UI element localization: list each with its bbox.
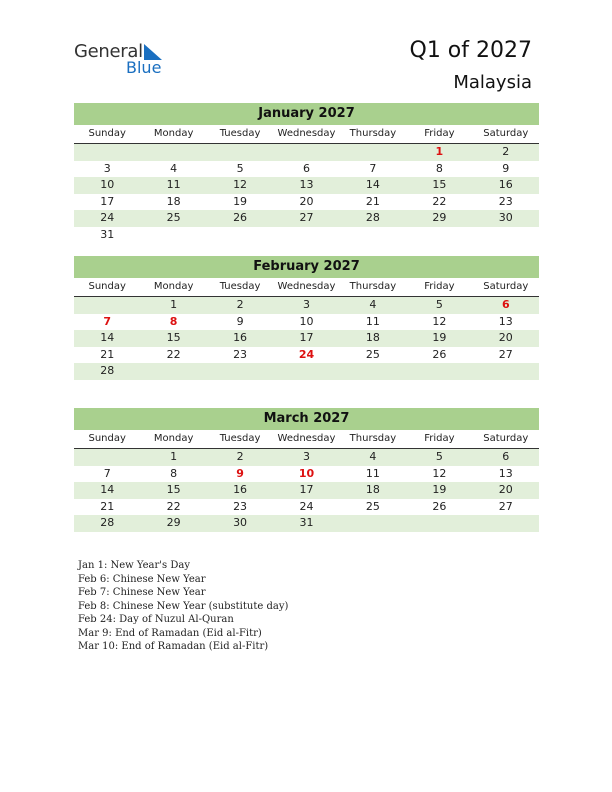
week-row xyxy=(74,144,539,161)
day-cell: 26 xyxy=(233,211,248,224)
weekday-label: Monday xyxy=(153,433,194,444)
day-cell: 14 xyxy=(100,331,115,344)
day-cell: 20 xyxy=(498,483,513,496)
day-cell: 4 xyxy=(369,450,377,463)
day-cell: 21 xyxy=(100,347,115,361)
weekday-label: Saturday xyxy=(483,433,529,444)
day-cell: 3 xyxy=(302,450,310,463)
holiday-note: Mar 10: End of Ramadan (Eid al-Fitr) xyxy=(78,641,269,652)
holiday-day-cell: 6 xyxy=(501,298,510,311)
weekday-label: Tuesday xyxy=(219,433,261,444)
day-cell: 2 xyxy=(236,450,244,463)
week-row xyxy=(74,466,539,483)
day-cell: 19 xyxy=(233,194,248,208)
day-cell: 28 xyxy=(100,516,115,529)
holiday-day-cell: 24 xyxy=(298,347,315,361)
day-cell: 22 xyxy=(166,347,181,361)
day-cell: 23 xyxy=(233,499,248,513)
day-cell: 13 xyxy=(498,314,513,328)
weekday-header-row xyxy=(74,125,539,144)
day-cell: 23 xyxy=(233,347,248,361)
weekday-label: Sunday xyxy=(88,433,126,444)
logo-general-text: General xyxy=(74,41,143,62)
page-title: Q1 of 2027 xyxy=(409,38,532,63)
day-cell xyxy=(340,515,406,532)
day-cell: 6 xyxy=(502,450,510,463)
weekday-label: Sunday xyxy=(88,281,126,292)
weekday-label: Friday xyxy=(424,128,455,139)
weekday-label: Saturday xyxy=(483,128,529,139)
week-row xyxy=(74,227,539,244)
day-cell: 14 xyxy=(365,178,380,191)
weekday-label: Wednesday xyxy=(277,281,336,292)
day-cell: 29 xyxy=(432,211,447,224)
day-cell: 13 xyxy=(498,466,513,480)
day-cell: 27 xyxy=(498,347,513,361)
day-cell xyxy=(406,363,472,380)
week-row xyxy=(74,499,539,516)
day-cell xyxy=(473,363,539,380)
day-cell xyxy=(406,227,472,244)
day-cell: 9 xyxy=(502,161,510,175)
weekday-header-row xyxy=(74,430,539,449)
logo-blue-text: Blue xyxy=(126,58,162,77)
holiday-day-cell: 10 xyxy=(298,466,315,480)
day-cell xyxy=(207,363,273,380)
day-cell: 25 xyxy=(166,211,181,224)
day-cell: 3 xyxy=(103,161,111,175)
day-cell: 28 xyxy=(365,211,380,224)
day-cell: 18 xyxy=(166,194,181,208)
day-cell: 4 xyxy=(170,161,178,175)
week-row xyxy=(74,347,539,364)
weekday-label: Thursday xyxy=(349,281,397,292)
holiday-notes xyxy=(78,559,288,654)
week-row xyxy=(74,515,539,532)
day-cell: 19 xyxy=(432,483,447,496)
day-cell: 11 xyxy=(166,178,181,191)
day-cell xyxy=(273,227,339,244)
country-subtitle: Malaysia xyxy=(453,72,532,93)
week-row xyxy=(74,297,539,314)
day-cell: 21 xyxy=(100,499,115,513)
day-cell: 2 xyxy=(236,298,244,311)
holiday-note: Jan 1: New Year's Day xyxy=(78,560,190,571)
day-cell: 12 xyxy=(432,466,447,480)
calendar-february xyxy=(74,256,539,380)
day-cell xyxy=(140,144,206,161)
day-cell: 30 xyxy=(498,211,513,224)
day-cell xyxy=(273,144,339,161)
day-cell xyxy=(406,515,472,532)
day-cell: 20 xyxy=(498,331,513,344)
day-cell xyxy=(74,144,140,161)
day-cell: 16 xyxy=(233,483,248,496)
day-cell: 5 xyxy=(435,450,443,463)
day-cell: 8 xyxy=(435,161,443,175)
day-cell xyxy=(74,449,140,466)
weekday-label: Saturday xyxy=(483,281,529,292)
day-cell: 5 xyxy=(236,161,244,175)
day-cell: 25 xyxy=(365,499,380,513)
day-cell: 1 xyxy=(170,298,178,311)
day-cell: 8 xyxy=(170,466,178,480)
day-cell: 26 xyxy=(432,347,447,361)
holiday-note: Feb 8: Chinese New Year (substitute day) xyxy=(78,600,289,612)
day-cell: 10 xyxy=(100,178,115,191)
day-cell: 21 xyxy=(365,194,380,208)
weekday-label: Wednesday xyxy=(277,433,336,444)
weekday-label: Friday xyxy=(424,433,455,444)
day-cell: 16 xyxy=(233,331,248,344)
holiday-note: Feb 7: Chinese New Year xyxy=(78,587,206,598)
logo xyxy=(74,40,174,80)
week-row xyxy=(74,482,539,499)
holiday-note: Mar 9: End of Ramadan (Eid al-Fitr) xyxy=(78,627,262,639)
day-cell: 5 xyxy=(435,298,443,311)
week-row xyxy=(74,177,539,194)
day-cell xyxy=(340,363,406,380)
day-cell: 10 xyxy=(299,314,314,328)
week-row xyxy=(74,449,539,466)
day-cell: 15 xyxy=(166,331,181,344)
day-cell: 27 xyxy=(299,211,314,224)
holiday-day-cell: 1 xyxy=(435,145,444,158)
day-cell: 3 xyxy=(302,298,310,311)
day-cell: 17 xyxy=(299,331,314,344)
weekday-label: Monday xyxy=(153,128,194,139)
day-cell: 30 xyxy=(233,516,248,529)
day-cell: 22 xyxy=(432,194,447,208)
day-cell xyxy=(207,144,273,161)
day-cell: 20 xyxy=(299,194,314,208)
holiday-note: Feb 24: Day of Nuzul Al-Quran xyxy=(78,614,234,625)
calendar-march xyxy=(74,408,539,532)
day-cell: 1 xyxy=(170,450,178,463)
day-cell: 17 xyxy=(100,194,115,208)
month-title: January 2027 xyxy=(74,103,539,125)
day-cell xyxy=(473,515,539,532)
day-cell: 12 xyxy=(432,314,447,328)
day-cell: 24 xyxy=(299,499,314,513)
weekday-label: Sunday xyxy=(88,128,126,139)
weekday-label: Tuesday xyxy=(219,281,261,292)
day-cell: 9 xyxy=(236,314,244,328)
day-cell: 29 xyxy=(166,516,181,529)
day-cell: 19 xyxy=(432,331,447,344)
day-cell: 16 xyxy=(498,178,513,191)
week-row xyxy=(74,363,539,380)
weekday-label: Tuesday xyxy=(219,128,261,139)
holiday-day-cell: 8 xyxy=(169,314,178,328)
week-row xyxy=(74,161,539,178)
day-cell xyxy=(340,144,406,161)
day-cell: 4 xyxy=(369,298,377,311)
day-cell: 7 xyxy=(103,466,111,480)
day-cell xyxy=(473,227,539,244)
week-row xyxy=(74,314,539,331)
weekday-header-row xyxy=(74,278,539,297)
week-row xyxy=(74,194,539,211)
month-title: March 2027 xyxy=(74,408,539,430)
day-cell xyxy=(340,227,406,244)
day-cell: 31 xyxy=(100,227,115,241)
day-cell: 22 xyxy=(166,499,181,513)
day-cell: 11 xyxy=(365,314,380,328)
day-cell: 28 xyxy=(100,364,115,377)
day-cell: 13 xyxy=(299,178,314,191)
week-row xyxy=(74,210,539,227)
day-cell: 24 xyxy=(100,211,115,224)
day-cell: 2 xyxy=(502,145,510,158)
day-cell: 15 xyxy=(166,483,181,496)
day-cell: 27 xyxy=(498,499,513,513)
day-cell: 23 xyxy=(498,194,513,208)
day-cell: 12 xyxy=(233,178,248,191)
weekday-label: Friday xyxy=(424,281,455,292)
week-row xyxy=(74,330,539,347)
day-cell xyxy=(207,227,273,244)
day-cell: 31 xyxy=(299,516,314,529)
holiday-note: Feb 6: Chinese New Year xyxy=(78,573,206,585)
weekday-label: Thursday xyxy=(349,433,397,444)
holiday-day-cell: 9 xyxy=(236,466,244,480)
day-cell xyxy=(140,363,206,380)
day-cell: 17 xyxy=(299,483,314,496)
day-cell: 11 xyxy=(365,466,380,480)
day-cell: 18 xyxy=(365,483,380,496)
day-cell xyxy=(140,227,206,244)
day-cell: 7 xyxy=(369,161,377,175)
holiday-day-cell: 7 xyxy=(103,314,112,328)
day-cell: 26 xyxy=(432,499,447,513)
calendar-january xyxy=(74,103,539,243)
weekday-label: Monday xyxy=(153,281,194,292)
day-cell: 25 xyxy=(365,347,380,361)
day-cell: 18 xyxy=(365,331,380,344)
weekday-label: Thursday xyxy=(349,128,397,139)
weekday-label: Wednesday xyxy=(277,128,336,139)
day-cell xyxy=(273,363,339,380)
day-cell: 14 xyxy=(100,483,115,496)
day-cell: 6 xyxy=(302,161,310,175)
day-cell xyxy=(74,297,140,314)
month-title: February 2027 xyxy=(74,256,539,278)
day-cell: 15 xyxy=(432,178,447,191)
